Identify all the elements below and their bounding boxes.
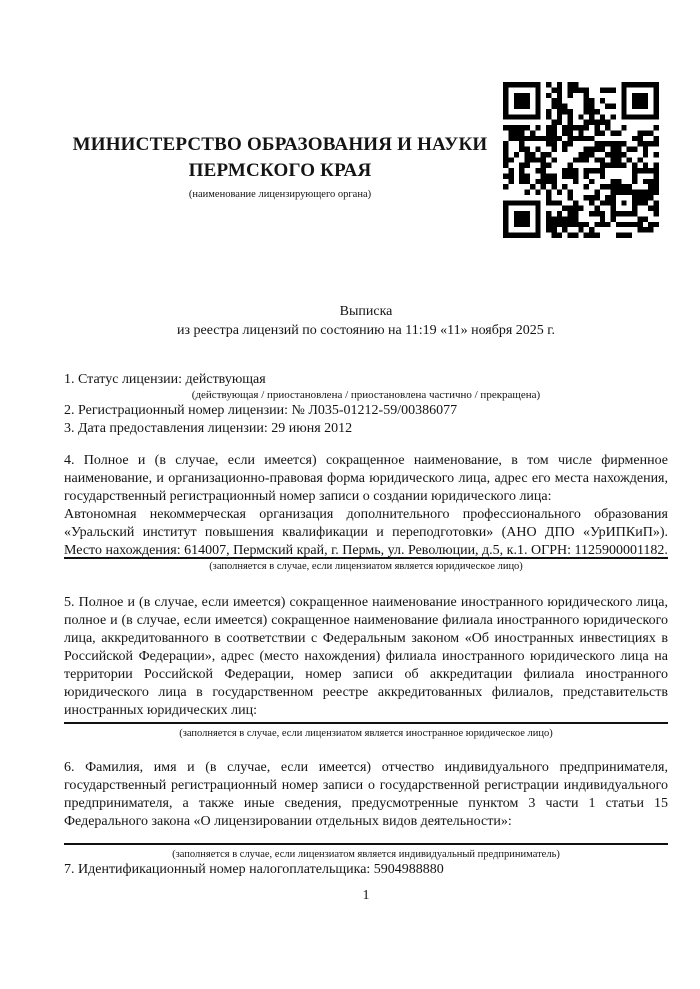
licensing-authority-header [64,132,496,201]
title-line1: Выписка [339,304,393,319]
taxpayer-number-text: 7. Идентификационный номер налогоплательщика: 5904988880 [64,862,444,877]
registration-number-text: 2. Регистрационный номер лицензии: № Л035-01212-59/00386077 [64,403,458,418]
legal-entity-caption: (заполняется в случае, если лицензиатом является юридическое лицо) [209,561,523,572]
license-status-options-caption: (действующая / приостановлена / приостановлена частично / прекращена) [191,389,541,401]
entrepreneur-caption: (заполняется в случае, если лицензиатом является индивидуальный предприниматель) [172,849,560,860]
grant-date-text: 3. Дата предоставления лицензии: 29 июня 2012 [64,421,353,436]
authority-caption: (наименование лицензирующего органа) [188,189,372,200]
legal-entity-value: Автономная некоммерческая организация дополнительного профессионального образования «Уральский институт повышения квалификации и переподготовки» (АНО ДПО «УрИПКиП»). Место нахождения: 614007, Пермский край, г. Пермь, ул. Революции, д.5, к.1. ОГРН: 1125900001182. [64,507,668,558]
qr-code-icon [503,82,659,238]
foreign-entity-caption: (заполняется в случае, если лицензиатом является иностранное юридическое лицо) [179,728,553,739]
page-number: 1 [362,888,370,903]
ministry-name-line1: МИНИСТЕРСТВО ОБРАЗОВАНИЯ И НАУКИ [72,134,488,155]
legal-entity-label: 4. Полное и (в случае, если имеется) сокращенное наименование, в том числе фирменное наименование, и организационно-правовая форма юридического лица, адрес его места нахождения, государственный регистрационный номер записи о создании юридического лица: [64,453,668,504]
fill-in-line [64,843,668,845]
license-status-text: 1. Статус лицензии: действующая [64,372,266,387]
fill-in-line [64,722,668,724]
document-body [64,371,668,905]
item-license-status [64,371,668,402]
item-individual-entrepreneur [64,759,668,861]
ministry-name-line2: ПЕРМСКОГО КРАЯ [188,160,372,181]
foreign-entity-label: 5. Полное и (в случае, если имеется) сокращенное наименование иностранного юридического лица, полное и (в случае, если имеется) сокращенное наименование филиала иностранного юридического лица, аккредитованного в соответствии с Федеральным законом «Об иностранных инвестициях в Российской Федерации», адрес (место нахождения) филиала иностранного юридического лица на территории Российской Федерации, номер записи об аккредитации филиала иностранного юридического лица в государственном реестре аккредитованных филиалов, представительств иностранных юридических лиц: [64,595,668,718]
document-title [64,302,668,340]
item-legal-entity [64,452,668,573]
title-line2: из реестра лицензий по состоянию на 11:19 «11» ноября 2025 г. [177,323,555,338]
entrepreneur-label: 6. Фамилия, имя и (в случае, если имеется) отчество индивидуального предпринимателя, государственный регистрационный номер записи о государственной регистрации индивидуального предпринимателя, а также иные сведения, предусмотренные пунктом 3 части 1 статьи 15 Федерального закона «О лицензировании отдельных видов деятельности»: [64,760,668,829]
item-foreign-entity [64,594,668,740]
